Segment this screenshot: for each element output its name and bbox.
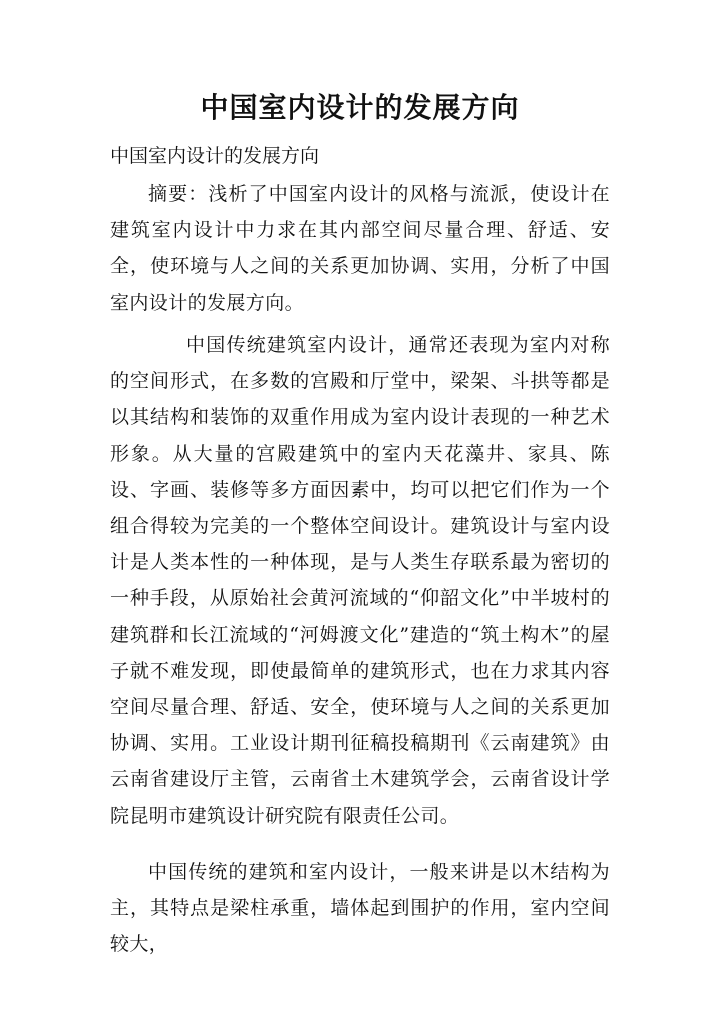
body-paragraph-1: 中国传统建筑室内设计，通常还表现为室内对称的空间形式，在多数的宫殿和厅堂中，梁架、斗拱等都是以其结构和装饰的双重作用成为室内设计表现的一种艺术形象。从大量的宫殿建筑中的室内天花藻井、家具、陈设、字画、装修等多方面因素中，均可以把它们作为一个组合得较为完美的一个整体空间设计。建筑设计与室内设计是人类本性的一种体现，是与人类生存联系最为密切的一种手段，从原始社会黄河流域的“仰韶文化”中半坡村的建筑群和长江流域的“河姆渡文化”建造的“筑土构木”的屋子就不难发现，即使最简单的建筑形式，也在力求其内容空间尽量合理、舒适、安全，使环境与人之间的关系更加协调、实用。工业设计期刊征稿投稿期刊《云南建筑》由云南省建设厅主管，云南省土木建筑学会，云南省设计学院昆明市建筑设计研究院有限责任公司。 <box>110 334 610 827</box>
abstract-paragraph: 摘要：浅析了中国室内设计的风格与流派，使设计在建筑室内设计中力求在其内部空间尽量合理、舒适、安全，使环境与人之间的关系更加协调、实用，分析了中国室内设计的发展方向。 <box>110 183 610 314</box>
document-subtitle: 中国室内设计的发展方向 <box>110 145 320 167</box>
body-paragraph-2: 中国传统的建筑和室内设计，一般来讲是以木结构为主，其特点是梁柱承重，墙体起到围护的作用，室内空间较大， <box>110 861 610 956</box>
document-title: 中国室内设计的发展方向 <box>200 91 520 124</box>
